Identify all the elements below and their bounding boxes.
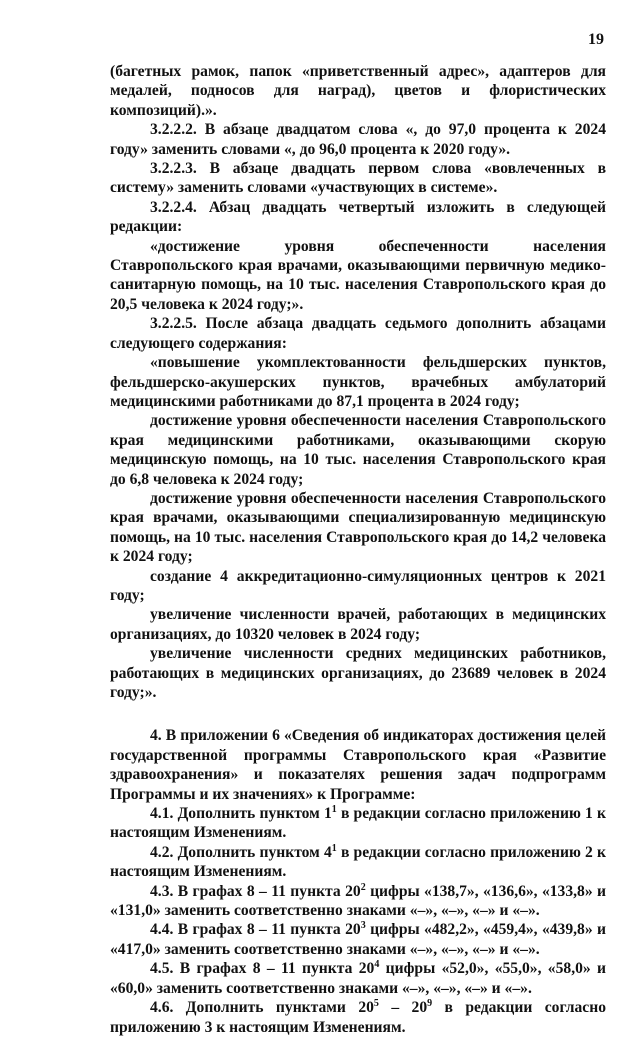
paragraph: достижение уровня обеспеченности населения Ставропольского края медицинскими работниками, оказывающими скорую медицинскую помощь, на 10 тыс. населения Ставропольского края до 6,8 человека к 2024 году; [110,412,606,488]
paragraph: достижение уровня обеспеченности населения Ставропольского края врачами, оказывающими специализированную медицинскую помощь, на 10 тыс. населения Ставропольского края до 14,2 человека к 2024 году; [110,489,606,566]
superscript: 5 [373,998,379,1010]
superscript: 3 [360,920,366,932]
paragraph: «достижение уровня обеспеченности населения Ставропольского края врачами, оказывающими первичную медико-санитарную помощь, на 10 тыс. населения Ставропольского края до 20,5 человека к 2024 году;». [110,237,606,313]
superscript: 4 [374,959,380,971]
paragraph: 3.2.2.3. В абзаце двадцать первом слова «вовлеченных в систему» заменить словами «участвующих в системе». [110,160,606,197]
paragraph: 4.5. В графах 8 – 11 пункта $20^4$ цифры «52,0», «55,0», «58,0» и «60,0» заменить соответственно знаками «–», «–», «–» и «–». [110,959,606,997]
superscript: 9 [427,998,433,1010]
paragraph: 4.4. В графах 8 – 11 пункта $20^3$ цифры «482,2», «459,4», «439,8» и «417,0» заменить соответственно знаками «–», «–», «–» и «–». [110,920,606,958]
paragraph: 4.1. Дополнить пунктом $1^1$ в редакции согласно приложению 1 к настоящим Изменениям. [110,804,606,842]
body-text [110,62,606,1037]
paragraph: 4.3. В графах 8 – 11 пункта $20^2$ цифры «138,7», «136,6», «133,8» и «131,0» заменить соответственно знаками «–», «–», «–» и «–». [110,881,606,920]
paragraph: 4. В приложении 6 «Сведения об индикаторах достижения целей государственной программы Ставропольского края «Развитие здравоохранения» и показателях решения задач подпрограмм Программы и их значениях» к Программе: [110,727,606,803]
paragraph: создание 4 аккредитационно-симуляционных центров к 2021 году; [110,567,606,604]
section-gap [110,702,606,726]
superscript: 2 [360,881,366,893]
paragraph: (багетных рамок, папок «приветственный адрес», адаптеров для медалей, подносов для наград), цветов и флористических композиций).». [110,63,606,119]
paragraph: 3.2.2.4. Абзац двадцать четвертый изложить в следующей редакции: [110,198,606,236]
paragraph: 3.2.2.5. После абзаца двадцать седьмого дополнить абзацами следующего содержания: [110,315,606,352]
superscript: 1 [331,842,337,854]
paragraph: 4.2. Дополнить пунктом $4^1$ в редакции согласно приложению 2 к настоящим Изменениям. [110,842,606,881]
paragraph: 3.2.2.2. В абзаце двадцатом слова «, до 97,0 процента к 2024 году» заменить словами «, до 96,0 процента к 2020 году». [110,121,606,158]
paragraph: увеличение численности средних медицинских работников, работающих в медицинских организациях, до 23689 человек в 2024 году;». [110,645,606,701]
paragraph: увеличение численности врачей, работающих в медицинских организациях, до 10320 человек в 2024 году; [110,606,606,643]
superscript: 1 [331,804,337,816]
paragraph: «повышение укомплектованности фельдшерских пунктов, фельдшерско-акушерских пунктов, врачебных амбулаторий медицинскими работниками до 87,1 процента в 2024 году; [110,354,606,410]
page-number: 19 [588,31,604,48]
paragraph: 4.6. Дополнить пунктами $20^5 - 20^9$ в редакции согласно приложению 3 к настоящим Изменениям. [110,998,606,1036]
